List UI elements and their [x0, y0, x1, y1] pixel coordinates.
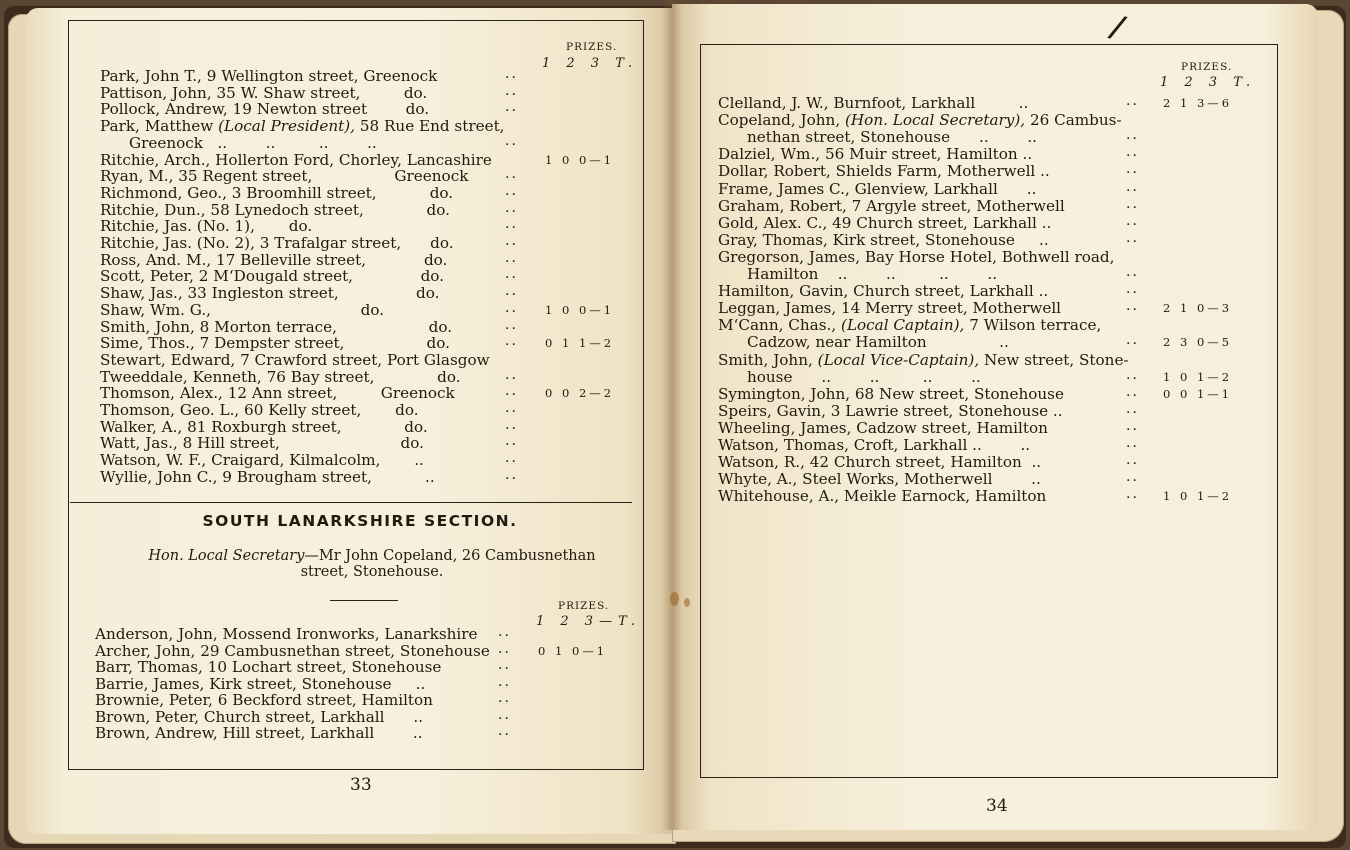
member-entry: [100, 218, 312, 234]
member-entry: [718, 403, 1063, 419]
leader-dots: ..: [505, 66, 518, 82]
member-entry: [718, 146, 1032, 162]
member-text: Watson, Thomas, Croft, Larkhall .. ..: [718, 436, 1031, 454]
member-text: Stewart, Edward, 7 Crawford street, Port Glasgow: [100, 350, 490, 369]
member-entry: [718, 386, 1064, 402]
leader-dots: ..: [505, 283, 518, 300]
member-text: Pattison, John, 35 W. Shaw street, do.: [100, 83, 428, 102]
leader-dots: ..: [505, 366, 518, 383]
member-entry: [100, 252, 447, 268]
member-entry: [100, 285, 439, 301]
member-text: Watson, W. F., Craigard, Kilmalcolm, ..: [100, 451, 424, 470]
member-text: Graham, Robert, 7 Argyle street, Motherwell: [718, 196, 1065, 215]
member-text: Richmond, Geo., 3 Broomhill street, do.: [100, 183, 454, 202]
leader-dots: ..: [498, 723, 511, 739]
section-secretary: [122, 548, 622, 580]
member-entry: [100, 452, 424, 468]
member-text: Clelland, J. W., Burnfoot, Larkhall ..: [718, 94, 1029, 112]
stain-mark: [684, 598, 690, 607]
member-entry: [718, 215, 1051, 231]
leader-dots: ..: [505, 416, 518, 433]
member-text: Brown, Andrew, Hill street, Larkhall ..: [95, 724, 423, 742]
leader-dots: ..: [505, 450, 518, 467]
member-text: Shaw, Jas., 33 Ingleston street, do.: [100, 284, 440, 303]
member-entry: [718, 420, 1048, 436]
leader-dots: ..: [505, 199, 518, 216]
member-text: Hamilton, Gavin, Church street, Larkhall ..: [718, 282, 1049, 301]
member-text: Symington, John, 68 New street, Stonehouse: [718, 384, 1064, 403]
member-text: house .. .. .. ..: [718, 367, 981, 386]
leader-dots: ..: [505, 233, 518, 249]
prize-count: 2 1 3—6: [1163, 96, 1233, 110]
member-entry: [100, 118, 505, 134]
member-text: New street, Stone-: [979, 350, 1129, 369]
page-number-left: 33: [350, 775, 372, 795]
member-text: Ryan, M., 35 Regent street, Greenock: [100, 167, 469, 186]
leader-dots: ..: [1126, 298, 1139, 315]
member-text: Wyllie, John C., 9 Brougham street, ..: [100, 467, 435, 486]
member-text: Brownie, Peter, 6 Beckford street, Hamilton: [95, 691, 433, 709]
member-text: Ross, And. M., 17 Belleville street, do.: [100, 250, 448, 269]
leader-dots: ..: [505, 316, 518, 333]
leader-dots: ..: [505, 166, 518, 183]
member-entry: [718, 266, 997, 282]
leader-dots: ..: [1126, 469, 1139, 486]
member-text: Greenock .. .. .. ..: [100, 133, 377, 152]
book-gutter: [662, 0, 682, 830]
leader-dots: ..: [498, 690, 511, 706]
member-entry: [718, 129, 1037, 145]
member-entry: [100, 435, 424, 451]
member-text: Watt, Jas., 8 Hill street, do.: [100, 434, 424, 453]
member-text: Ritchie, Arch., Hollerton Ford, Chorley, Lancashire: [100, 150, 492, 169]
prizes-columns-right: 1 2 3 T.: [1160, 75, 1257, 90]
leader-dots: ..: [1126, 332, 1139, 349]
member-entry: [718, 317, 1101, 333]
prizes-heading: PRIZES.: [566, 41, 618, 53]
member-entry: [100, 469, 435, 485]
member-entry: [718, 95, 1028, 111]
member-entry: [718, 454, 1041, 470]
leader-dots: ..: [1126, 229, 1139, 246]
prize-count: 1 0 1—2: [1163, 369, 1233, 384]
prize-count: 1 0 1—2: [1163, 489, 1233, 504]
page-number-right: 34: [986, 796, 1008, 816]
leader-dots: ..: [1126, 383, 1139, 400]
leader-dots: ..: [1126, 93, 1139, 109]
member-text: M‘Cann, Chas.,: [718, 316, 842, 335]
leader-dots: ..: [505, 249, 518, 266]
member-entry: [95, 659, 441, 675]
leader-dots: ..: [1126, 264, 1139, 280]
member-text: Gregorson, James, Bay Horse Hotel, Bothwell road,: [718, 247, 1115, 266]
member-entry: [100, 335, 450, 351]
leader-dots: ..: [505, 400, 518, 416]
member-role: (Local Captain),: [841, 316, 965, 335]
member-entry: [100, 235, 454, 251]
member-entry: [718, 369, 981, 385]
member-entry: [100, 369, 461, 385]
leader-dots: ..: [1126, 195, 1139, 212]
member-entry: [718, 437, 1030, 453]
leader-dots: ..: [1126, 144, 1139, 161]
member-text: Smith, John, 8 Morton terrace, do.: [100, 317, 453, 336]
leader-dots: ..: [505, 216, 518, 233]
member-text: Wheeling, James, Cadzow street, Hamilton: [718, 418, 1048, 437]
member-entry: [100, 135, 377, 151]
section-title: SOUTH LANARKSHIRE SECTION.: [202, 512, 518, 530]
member-entry: [718, 232, 1049, 248]
leader-dots: ..: [1126, 161, 1139, 178]
member-entry: [100, 202, 450, 218]
member-text: Dollar, Robert, Shields Farm, Motherwell ..: [718, 162, 1050, 181]
member-text: Tweeddale, Kenneth, 76 Bay street, do.: [100, 367, 461, 386]
member-text: Barrie, James, Kirk street, Stonehouse ..: [95, 674, 426, 693]
member-text: Pollock, Andrew, 19 Newton street do.: [100, 100, 430, 119]
leader-dots: ..: [505, 433, 518, 450]
member-text: Walker, A., 81 Roxburgh street, do.: [100, 417, 428, 436]
member-entry: [95, 709, 423, 725]
secretary-line-2: street, Stonehouse.: [300, 564, 444, 580]
member-text: Sime, Thos., 7 Dempster street, do.: [100, 334, 450, 353]
member-entry: [100, 168, 468, 184]
member-entry: [718, 300, 1061, 316]
member-entry: [718, 352, 1129, 368]
member-role: (Local President),: [218, 117, 355, 136]
prize-count: 0 0 1—1: [1163, 386, 1233, 401]
member-text: Gold, Alex. C., 49 Church street, Larkhall ..: [718, 213, 1052, 232]
member-entry: [100, 101, 429, 117]
leader-dots: ..: [505, 99, 518, 116]
leader-dots: ..: [498, 706, 511, 723]
member-entry: [100, 85, 427, 101]
member-entry: [95, 692, 433, 708]
leader-dots: ..: [498, 640, 511, 657]
leader-dots: ..: [1126, 417, 1139, 434]
member-text: Park, Matthew: [100, 117, 219, 136]
leader-dots: ..: [498, 624, 511, 640]
member-text: Scott, Peter, 2 M‘Dougald street, do.: [100, 267, 445, 286]
prizes-columns-2: 1 2 3—T.: [536, 614, 641, 629]
member-text: Watson, R., 42 Church street, Hamilton ..: [718, 453, 1042, 472]
leader-dots: ..: [1126, 281, 1139, 298]
section-divider: [70, 502, 632, 503]
member-text: Hamilton .. .. .. ..: [718, 265, 998, 283]
member-text: 58 Rue End street,: [355, 117, 505, 136]
member-text: Archer, John, 29 Cambusnethan street, Stonehouse: [95, 641, 490, 660]
member-text: Gray, Thomas, Kirk street, Stonehouse ..: [718, 230, 1049, 249]
member-text: Whyte, A., Steel Works, Motherwell ..: [718, 470, 1041, 489]
leader-dots: ..: [1126, 435, 1139, 451]
member-entry: [100, 185, 453, 201]
member-entry: [100, 419, 428, 435]
member-entry: [718, 283, 1048, 299]
member-text: Ritchie, Jas. (No. 1), do.: [100, 217, 313, 236]
member-entry: [718, 471, 1041, 487]
member-entry: [100, 385, 455, 401]
prize-count: 0 1 0—1: [538, 643, 608, 658]
leader-dots: ..: [1126, 178, 1139, 195]
leader-dots: ..: [505, 182, 518, 199]
member-entry: [100, 402, 419, 418]
member-entry: [100, 319, 452, 335]
member-entry: [718, 198, 1065, 214]
member-text: Thomson, Geo. L., 60 Kelly street, do.: [100, 401, 419, 419]
stain-mark: [670, 592, 679, 606]
member-entry: [95, 626, 478, 642]
member-entry: [718, 488, 1046, 504]
leader-dots: ..: [505, 383, 518, 400]
leader-dots: ..: [1126, 452, 1139, 469]
leader-dots: ..: [505, 299, 518, 316]
leader-dots: ..: [1126, 486, 1139, 503]
member-entry: [100, 352, 490, 368]
member-text: Copeland, John,: [718, 111, 845, 130]
member-entry: [718, 249, 1114, 265]
member-role: (Local Vice-Captain),: [817, 350, 980, 369]
leader-dots: ..: [505, 132, 518, 149]
member-text: Thomson, Alex., 12 Ann street, Greenock: [100, 384, 455, 403]
member-text: Shaw, Wm. G., do.: [100, 300, 385, 319]
prize-count: 0 1 1—2: [545, 336, 615, 351]
member-entry: [100, 152, 492, 168]
leader-dots: ..: [1126, 212, 1139, 229]
prize-count: 2 1 0—3: [1163, 301, 1233, 316]
leader-dots: ..: [498, 657, 511, 673]
member-entry: [95, 725, 423, 741]
member-entry: [718, 112, 1122, 128]
leader-dots: ..: [1126, 366, 1139, 383]
prizes-columns: 1 2 3 T.: [542, 56, 639, 71]
member-text: Frame, James C., Glenview, Larkhall ..: [718, 179, 1037, 198]
handwritten-mark: /: [1108, 9, 1127, 46]
member-text: Park, John T., 9 Wellington street, Greenock: [100, 67, 438, 85]
member-entry: [100, 68, 437, 84]
prizes-heading-2: PRIZES.: [558, 600, 610, 612]
member-text: Leggan, James, 14 Merry street, Motherwell: [718, 299, 1062, 318]
leader-dots: ..: [505, 333, 518, 350]
leader-dots: ..: [498, 673, 511, 690]
member-entry: [718, 334, 1009, 350]
member-text: Whitehouse, A., Meikle Earnock, Hamilton: [718, 487, 1047, 506]
member-text: Smith, John,: [718, 350, 818, 369]
leader-dots: ..: [1126, 127, 1139, 144]
member-text: Dalziel, Wm., 56 Muir street, Hamilton ..: [718, 145, 1033, 164]
prize-count: 0 0 2—2: [545, 386, 615, 401]
member-text: 7 Wilson terrace,: [964, 316, 1102, 335]
leader-dots: ..: [505, 466, 518, 483]
leader-dots: ..: [505, 82, 518, 99]
member-text: Cadzow, near Hamilton ..: [718, 333, 1009, 352]
member-text: Brown, Peter, Church street, Larkhall ..: [95, 707, 424, 726]
prize-count: 2 3 0—5: [1163, 335, 1233, 350]
leader-dots: ..: [505, 266, 518, 283]
member-text: Barr, Thomas, 10 Lochart street, Stonehouse: [95, 658, 442, 676]
member-entry: [95, 643, 490, 659]
member-entry: [718, 181, 1036, 197]
member-text: nethan street, Stonehouse .. ..: [718, 128, 1037, 147]
member-entry: [718, 163, 1050, 179]
secretary-line-1: —Mr John Copeland, 26 Cambusnethan: [304, 548, 596, 564]
leader-dots: ..: [1126, 400, 1139, 417]
member-text: Ritchie, Dun., 58 Lynedoch street, do.: [100, 200, 450, 219]
secretary-role: Hon. Local Secretary: [148, 548, 305, 564]
member-text: Anderson, John, Mossend Ironworks, Lanarkshire: [95, 625, 478, 643]
member-text: Ritchie, Jas. (No. 2), 3 Trafalgar street, do.: [100, 234, 454, 252]
member-entry: [100, 268, 444, 284]
member-text: 26 Cambus-: [1025, 111, 1122, 130]
prize-count: 1 0 0—1: [545, 302, 615, 317]
member-entry: [100, 302, 384, 318]
prizes-heading-right: PRIZES.: [1181, 61, 1233, 73]
member-role: (Hon. Local Secretary),: [845, 111, 1026, 130]
short-divider: [330, 600, 398, 601]
member-entry: [95, 676, 425, 692]
member-text: Speirs, Gavin, 3 Lawrie street, Stonehouse ..: [718, 401, 1063, 420]
prize-count: 1 0 0—1: [545, 152, 615, 167]
